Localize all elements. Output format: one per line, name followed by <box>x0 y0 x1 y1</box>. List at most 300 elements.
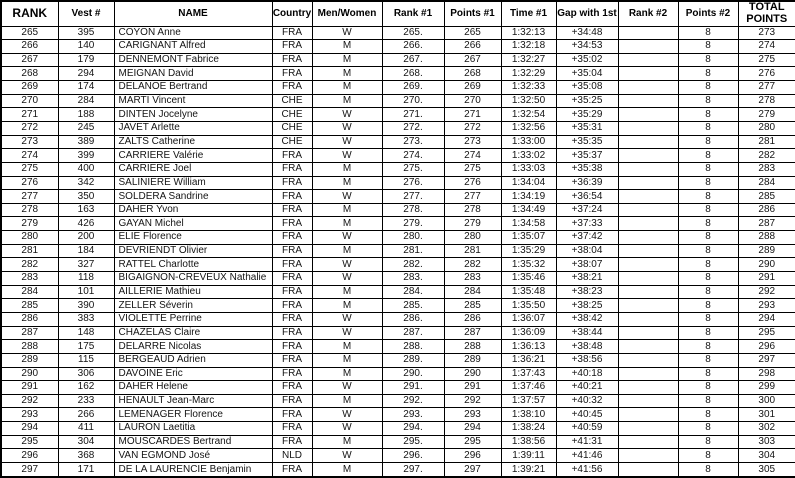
cell-rank-2 <box>618 231 678 245</box>
cell-rank: 269 <box>1 81 58 95</box>
cell-points-2: 8 <box>678 244 738 258</box>
cell-points-1: 269 <box>444 81 501 95</box>
cell-rank: 280 <box>1 231 58 245</box>
cell-rank: 294 <box>1 422 58 436</box>
cell-men-women: W <box>312 381 382 395</box>
cell-rank: 282 <box>1 258 58 272</box>
cell-gap-with-1st: +40:18 <box>556 367 618 381</box>
cell-country: FRA <box>272 203 312 217</box>
cell-vest-number: 266 <box>58 408 114 422</box>
col-header-rank-1: Rank #1 <box>382 1 444 26</box>
cell-vest-number: 383 <box>58 312 114 326</box>
cell-gap-with-1st: +35:31 <box>556 121 618 135</box>
cell-rank-1: 291. <box>382 381 444 395</box>
cell-gap-with-1st: +35:35 <box>556 135 618 149</box>
cell-rank: 265 <box>1 26 58 40</box>
cell-rank: 270 <box>1 94 58 108</box>
cell-vest-number: 179 <box>58 53 114 67</box>
cell-total-points: 293 <box>738 299 795 313</box>
col-header-vest-number: Vest # <box>58 1 114 26</box>
cell-points-1: 279 <box>444 217 501 231</box>
cell-men-women: W <box>312 190 382 204</box>
cell-points-2: 8 <box>678 67 738 81</box>
cell-name: DELARRE Nicolas <box>114 340 272 354</box>
cell-time-1: 1:35:07 <box>501 231 556 245</box>
cell-rank-1: 280. <box>382 231 444 245</box>
cell-name: MARTI Vincent <box>114 94 272 108</box>
cell-total-points: 284 <box>738 176 795 190</box>
cell-time-1: 1:39:11 <box>501 449 556 463</box>
cell-gap-with-1st: +38:56 <box>556 353 618 367</box>
cell-men-women: W <box>312 326 382 340</box>
cell-name: MEIGNAN David <box>114 67 272 81</box>
cell-vest-number: 200 <box>58 231 114 245</box>
cell-country: FRA <box>272 272 312 286</box>
cell-name: SALINIERE William <box>114 176 272 190</box>
cell-rank-1: 282. <box>382 258 444 272</box>
cell-gap-with-1st: +37:24 <box>556 203 618 217</box>
cell-rank: 291 <box>1 381 58 395</box>
cell-gap-with-1st: +38:04 <box>556 244 618 258</box>
cell-men-women: W <box>312 121 382 135</box>
cell-rank-1: 297. <box>382 463 444 478</box>
cell-name: DE LA LAURENCIE Benjamin <box>114 463 272 478</box>
cell-rank: 292 <box>1 394 58 408</box>
cell-total-points: 273 <box>738 26 795 40</box>
cell-rank-1: 272. <box>382 121 444 135</box>
cell-men-women: W <box>312 135 382 149</box>
cell-rank-2 <box>618 449 678 463</box>
cell-gap-with-1st: +35:02 <box>556 53 618 67</box>
cell-points-1: 294 <box>444 422 501 436</box>
cell-men-women: W <box>312 312 382 326</box>
cell-total-points: 300 <box>738 394 795 408</box>
table-row <box>1 108 795 122</box>
cell-gap-with-1st: +35:25 <box>556 94 618 108</box>
cell-total-points: 283 <box>738 162 795 176</box>
cell-points-2: 8 <box>678 26 738 40</box>
cell-time-1: 1:32:13 <box>501 26 556 40</box>
cell-points-2: 8 <box>678 463 738 478</box>
cell-points-1: 295 <box>444 435 501 449</box>
cell-time-1: 1:37:57 <box>501 394 556 408</box>
cell-time-1: 1:34:04 <box>501 176 556 190</box>
table-row <box>1 285 795 299</box>
cell-total-points: 277 <box>738 81 795 95</box>
table-row <box>1 367 795 381</box>
table-row <box>1 258 795 272</box>
cell-country: FRA <box>272 40 312 54</box>
cell-men-women: W <box>312 149 382 163</box>
cell-rank: 276 <box>1 176 58 190</box>
cell-men-women: M <box>312 176 382 190</box>
cell-gap-with-1st: +40:59 <box>556 422 618 436</box>
cell-rank-2 <box>618 435 678 449</box>
cell-country: FRA <box>272 53 312 67</box>
cell-name: BIGAIGNON-CREVEUX Nathalie <box>114 272 272 286</box>
cell-country: FRA <box>272 435 312 449</box>
cell-time-1: 1:38:56 <box>501 435 556 449</box>
cell-gap-with-1st: +36:54 <box>556 190 618 204</box>
cell-time-1: 1:32:29 <box>501 67 556 81</box>
cell-points-1: 283 <box>444 272 501 286</box>
table-row <box>1 394 795 408</box>
cell-points-1: 273 <box>444 135 501 149</box>
cell-rank-2 <box>618 190 678 204</box>
cell-rank-1: 284. <box>382 285 444 299</box>
cell-total-points: 285 <box>738 190 795 204</box>
cell-total-points: 276 <box>738 67 795 81</box>
cell-country: FRA <box>272 299 312 313</box>
cell-rank-2 <box>618 312 678 326</box>
cell-vest-number: 304 <box>58 435 114 449</box>
cell-points-2: 8 <box>678 340 738 354</box>
cell-points-1: 286 <box>444 312 501 326</box>
cell-points-2: 8 <box>678 353 738 367</box>
cell-country: FRA <box>272 340 312 354</box>
cell-name: CARRIERE Joel <box>114 162 272 176</box>
cell-points-1: 287 <box>444 326 501 340</box>
cell-country: NLD <box>272 449 312 463</box>
cell-men-women: M <box>312 340 382 354</box>
cell-rank-1: 266. <box>382 40 444 54</box>
cell-gap-with-1st: +41:46 <box>556 449 618 463</box>
cell-rank: 297 <box>1 463 58 478</box>
cell-total-points: 305 <box>738 463 795 478</box>
cell-gap-with-1st: +38:42 <box>556 312 618 326</box>
cell-vest-number: 306 <box>58 367 114 381</box>
cell-men-women: W <box>312 26 382 40</box>
cell-country: FRA <box>272 176 312 190</box>
cell-time-1: 1:34:49 <box>501 203 556 217</box>
cell-men-women: M <box>312 53 382 67</box>
table-row <box>1 299 795 313</box>
cell-rank: 296 <box>1 449 58 463</box>
cell-points-1: 277 <box>444 190 501 204</box>
cell-total-points: 304 <box>738 449 795 463</box>
cell-vest-number: 350 <box>58 190 114 204</box>
col-header-country: Country <box>272 1 312 26</box>
cell-country: FRA <box>272 26 312 40</box>
table-row <box>1 162 795 176</box>
cell-country: FRA <box>272 422 312 436</box>
cell-gap-with-1st: +38:48 <box>556 340 618 354</box>
cell-vest-number: 284 <box>58 94 114 108</box>
header-row <box>1 1 795 26</box>
cell-rank: 287 <box>1 326 58 340</box>
cell-rank-1: 286. <box>382 312 444 326</box>
cell-rank-1: 285. <box>382 299 444 313</box>
cell-rank-2 <box>618 326 678 340</box>
cell-rank-2 <box>618 381 678 395</box>
cell-rank-2 <box>618 176 678 190</box>
cell-points-1: 284 <box>444 285 501 299</box>
cell-total-points: 289 <box>738 244 795 258</box>
cell-rank-2 <box>618 162 678 176</box>
cell-name: JAVET Arlette <box>114 121 272 135</box>
cell-men-women: M <box>312 285 382 299</box>
cell-gap-with-1st: +37:33 <box>556 217 618 231</box>
cell-rank-2 <box>618 108 678 122</box>
cell-country: FRA <box>272 258 312 272</box>
cell-rank: 281 <box>1 244 58 258</box>
cell-points-1: 268 <box>444 67 501 81</box>
cell-points-2: 8 <box>678 272 738 286</box>
cell-country: FRA <box>272 353 312 367</box>
table-row <box>1 272 795 286</box>
cell-rank: 271 <box>1 108 58 122</box>
cell-name: CARIGNANT Alfred <box>114 40 272 54</box>
cell-vest-number: 118 <box>58 272 114 286</box>
cell-men-women: W <box>312 408 382 422</box>
cell-vest-number: 162 <box>58 381 114 395</box>
cell-rank: 288 <box>1 340 58 354</box>
cell-name: ZALTS Catherine <box>114 135 272 149</box>
cell-rank: 266 <box>1 40 58 54</box>
cell-men-women: M <box>312 203 382 217</box>
cell-country: FRA <box>272 381 312 395</box>
cell-vest-number: 389 <box>58 135 114 149</box>
cell-vest-number: 390 <box>58 299 114 313</box>
cell-time-1: 1:36:09 <box>501 326 556 340</box>
cell-time-1: 1:35:46 <box>501 272 556 286</box>
cell-vest-number: 327 <box>58 258 114 272</box>
cell-name: BERGEAUD Adrien <box>114 353 272 367</box>
cell-country: FRA <box>272 149 312 163</box>
table-row <box>1 422 795 436</box>
cell-name: DINTEN Jocelyne <box>114 108 272 122</box>
cell-vest-number: 400 <box>58 162 114 176</box>
cell-points-2: 8 <box>678 53 738 67</box>
cell-points-2: 8 <box>678 176 738 190</box>
cell-points-1: 293 <box>444 408 501 422</box>
cell-rank: 273 <box>1 135 58 149</box>
cell-rank-1: 292. <box>382 394 444 408</box>
cell-country: FRA <box>272 81 312 95</box>
cell-name: DAHER Yvon <box>114 203 272 217</box>
cell-vest-number: 233 <box>58 394 114 408</box>
cell-points-1: 290 <box>444 367 501 381</box>
cell-rank-2 <box>618 149 678 163</box>
cell-rank-1: 281. <box>382 244 444 258</box>
cell-gap-with-1st: +35:37 <box>556 149 618 163</box>
cell-gap-with-1st: +35:29 <box>556 108 618 122</box>
cell-rank-1: 279. <box>382 217 444 231</box>
cell-gap-with-1st: +38:25 <box>556 299 618 313</box>
cell-rank: 285 <box>1 299 58 313</box>
cell-vest-number: 163 <box>58 203 114 217</box>
cell-total-points: 298 <box>738 367 795 381</box>
cell-total-points: 297 <box>738 353 795 367</box>
cell-total-points: 286 <box>738 203 795 217</box>
cell-points-2: 8 <box>678 435 738 449</box>
table-row <box>1 340 795 354</box>
cell-rank-2 <box>618 258 678 272</box>
cell-name: VIOLETTE Perrine <box>114 312 272 326</box>
cell-time-1: 1:37:43 <box>501 367 556 381</box>
cell-time-1: 1:39:21 <box>501 463 556 478</box>
cell-rank: 295 <box>1 435 58 449</box>
cell-rank-1: 273. <box>382 135 444 149</box>
cell-country: FRA <box>272 217 312 231</box>
cell-name: VAN EGMOND José <box>114 449 272 463</box>
cell-vest-number: 399 <box>58 149 114 163</box>
cell-rank-1: 296. <box>382 449 444 463</box>
cell-country: FRA <box>272 231 312 245</box>
cell-points-2: 8 <box>678 81 738 95</box>
cell-time-1: 1:32:18 <box>501 40 556 54</box>
cell-name: RATTEL Charlotte <box>114 258 272 272</box>
cell-name: SOLDERA Sandrine <box>114 190 272 204</box>
cell-points-1: 271 <box>444 108 501 122</box>
col-header-men-women: Men/Women <box>312 1 382 26</box>
cell-rank-2 <box>618 340 678 354</box>
cell-men-women: M <box>312 67 382 81</box>
table-row <box>1 231 795 245</box>
cell-name: DAHER Helene <box>114 381 272 395</box>
cell-rank-2 <box>618 422 678 436</box>
cell-country: CHE <box>272 108 312 122</box>
cell-gap-with-1st: +38:23 <box>556 285 618 299</box>
cell-rank-1: 271. <box>382 108 444 122</box>
cell-gap-with-1st: +38:44 <box>556 326 618 340</box>
cell-country: FRA <box>272 244 312 258</box>
cell-men-women: M <box>312 244 382 258</box>
cell-points-2: 8 <box>678 40 738 54</box>
cell-men-women: M <box>312 40 382 54</box>
cell-total-points: 292 <box>738 285 795 299</box>
cell-gap-with-1st: +40:32 <box>556 394 618 408</box>
table-row <box>1 121 795 135</box>
cell-points-2: 8 <box>678 408 738 422</box>
cell-gap-with-1st: +34:48 <box>556 26 618 40</box>
cell-name: CHAZELAS Claire <box>114 326 272 340</box>
cell-total-points: 287 <box>738 217 795 231</box>
table-row <box>1 40 795 54</box>
cell-vest-number: 115 <box>58 353 114 367</box>
cell-points-2: 8 <box>678 367 738 381</box>
cell-country: FRA <box>272 394 312 408</box>
cell-time-1: 1:38:10 <box>501 408 556 422</box>
cell-points-2: 8 <box>678 394 738 408</box>
cell-rank-1: 277. <box>382 190 444 204</box>
cell-men-women: M <box>312 94 382 108</box>
cell-gap-with-1st: +35:04 <box>556 67 618 81</box>
cell-time-1: 1:36:21 <box>501 353 556 367</box>
table-row <box>1 67 795 81</box>
cell-total-points: 280 <box>738 121 795 135</box>
cell-rank-1: 274. <box>382 149 444 163</box>
cell-vest-number: 175 <box>58 340 114 354</box>
cell-points-1: 266 <box>444 40 501 54</box>
cell-rank-2 <box>618 67 678 81</box>
cell-points-1: 285 <box>444 299 501 313</box>
cell-men-women: M <box>312 463 382 478</box>
col-header-total-points: TOTAL POINTS <box>738 1 795 26</box>
cell-rank-2 <box>618 272 678 286</box>
cell-gap-with-1st: +41:31 <box>556 435 618 449</box>
cell-country: FRA <box>272 367 312 381</box>
col-header-rank-2: Rank #2 <box>618 1 678 26</box>
cell-rank: 290 <box>1 367 58 381</box>
table-row <box>1 53 795 67</box>
cell-points-2: 8 <box>678 121 738 135</box>
cell-total-points: 294 <box>738 312 795 326</box>
cell-time-1: 1:36:13 <box>501 340 556 354</box>
cell-time-1: 1:34:58 <box>501 217 556 231</box>
cell-vest-number: 294 <box>58 67 114 81</box>
table-header <box>1 1 795 26</box>
cell-points-2: 8 <box>678 422 738 436</box>
cell-total-points: 296 <box>738 340 795 354</box>
cell-country: FRA <box>272 162 312 176</box>
col-header-rank: RANK <box>1 1 58 26</box>
cell-time-1: 1:33:02 <box>501 149 556 163</box>
cell-time-1: 1:33:00 <box>501 135 556 149</box>
cell-rank: 279 <box>1 217 58 231</box>
cell-points-2: 8 <box>678 312 738 326</box>
cell-name: ELIE Florence <box>114 231 272 245</box>
cell-rank-2 <box>618 217 678 231</box>
cell-total-points: 282 <box>738 149 795 163</box>
cell-gap-with-1st: +35:08 <box>556 81 618 95</box>
cell-points-1: 282 <box>444 258 501 272</box>
cell-gap-with-1st: +38:07 <box>556 258 618 272</box>
cell-points-1: 289 <box>444 353 501 367</box>
cell-country: FRA <box>272 285 312 299</box>
cell-time-1: 1:34:19 <box>501 190 556 204</box>
cell-points-2: 8 <box>678 299 738 313</box>
cell-men-women: M <box>312 162 382 176</box>
cell-men-women: M <box>312 353 382 367</box>
cell-men-women: M <box>312 435 382 449</box>
cell-points-2: 8 <box>678 203 738 217</box>
cell-points-2: 8 <box>678 231 738 245</box>
cell-points-1: 278 <box>444 203 501 217</box>
table-row <box>1 217 795 231</box>
cell-rank: 284 <box>1 285 58 299</box>
cell-vest-number: 140 <box>58 40 114 54</box>
cell-rank: 274 <box>1 149 58 163</box>
cell-name: DELANOE Bertrand <box>114 81 272 95</box>
cell-rank-1: 293. <box>382 408 444 422</box>
cell-vest-number: 426 <box>58 217 114 231</box>
cell-country: FRA <box>272 326 312 340</box>
table-row <box>1 244 795 258</box>
cell-country: FRA <box>272 67 312 81</box>
table-row <box>1 149 795 163</box>
cell-points-1: 267 <box>444 53 501 67</box>
cell-total-points: 290 <box>738 258 795 272</box>
cell-total-points: 299 <box>738 381 795 395</box>
cell-rank-2 <box>618 353 678 367</box>
cell-vest-number: 148 <box>58 326 114 340</box>
table-row <box>1 435 795 449</box>
cell-points-1: 296 <box>444 449 501 463</box>
cell-points-1: 281 <box>444 244 501 258</box>
cell-rank-2 <box>618 40 678 54</box>
cell-total-points: 281 <box>738 135 795 149</box>
table-row <box>1 135 795 149</box>
cell-points-1: 288 <box>444 340 501 354</box>
cell-gap-with-1st: +40:21 <box>556 381 618 395</box>
col-header-name: NAME <box>114 1 272 26</box>
table-row <box>1 81 795 95</box>
table-row <box>1 26 795 40</box>
cell-rank-2 <box>618 463 678 478</box>
cell-rank-1: 269. <box>382 81 444 95</box>
cell-time-1: 1:38:24 <box>501 422 556 436</box>
